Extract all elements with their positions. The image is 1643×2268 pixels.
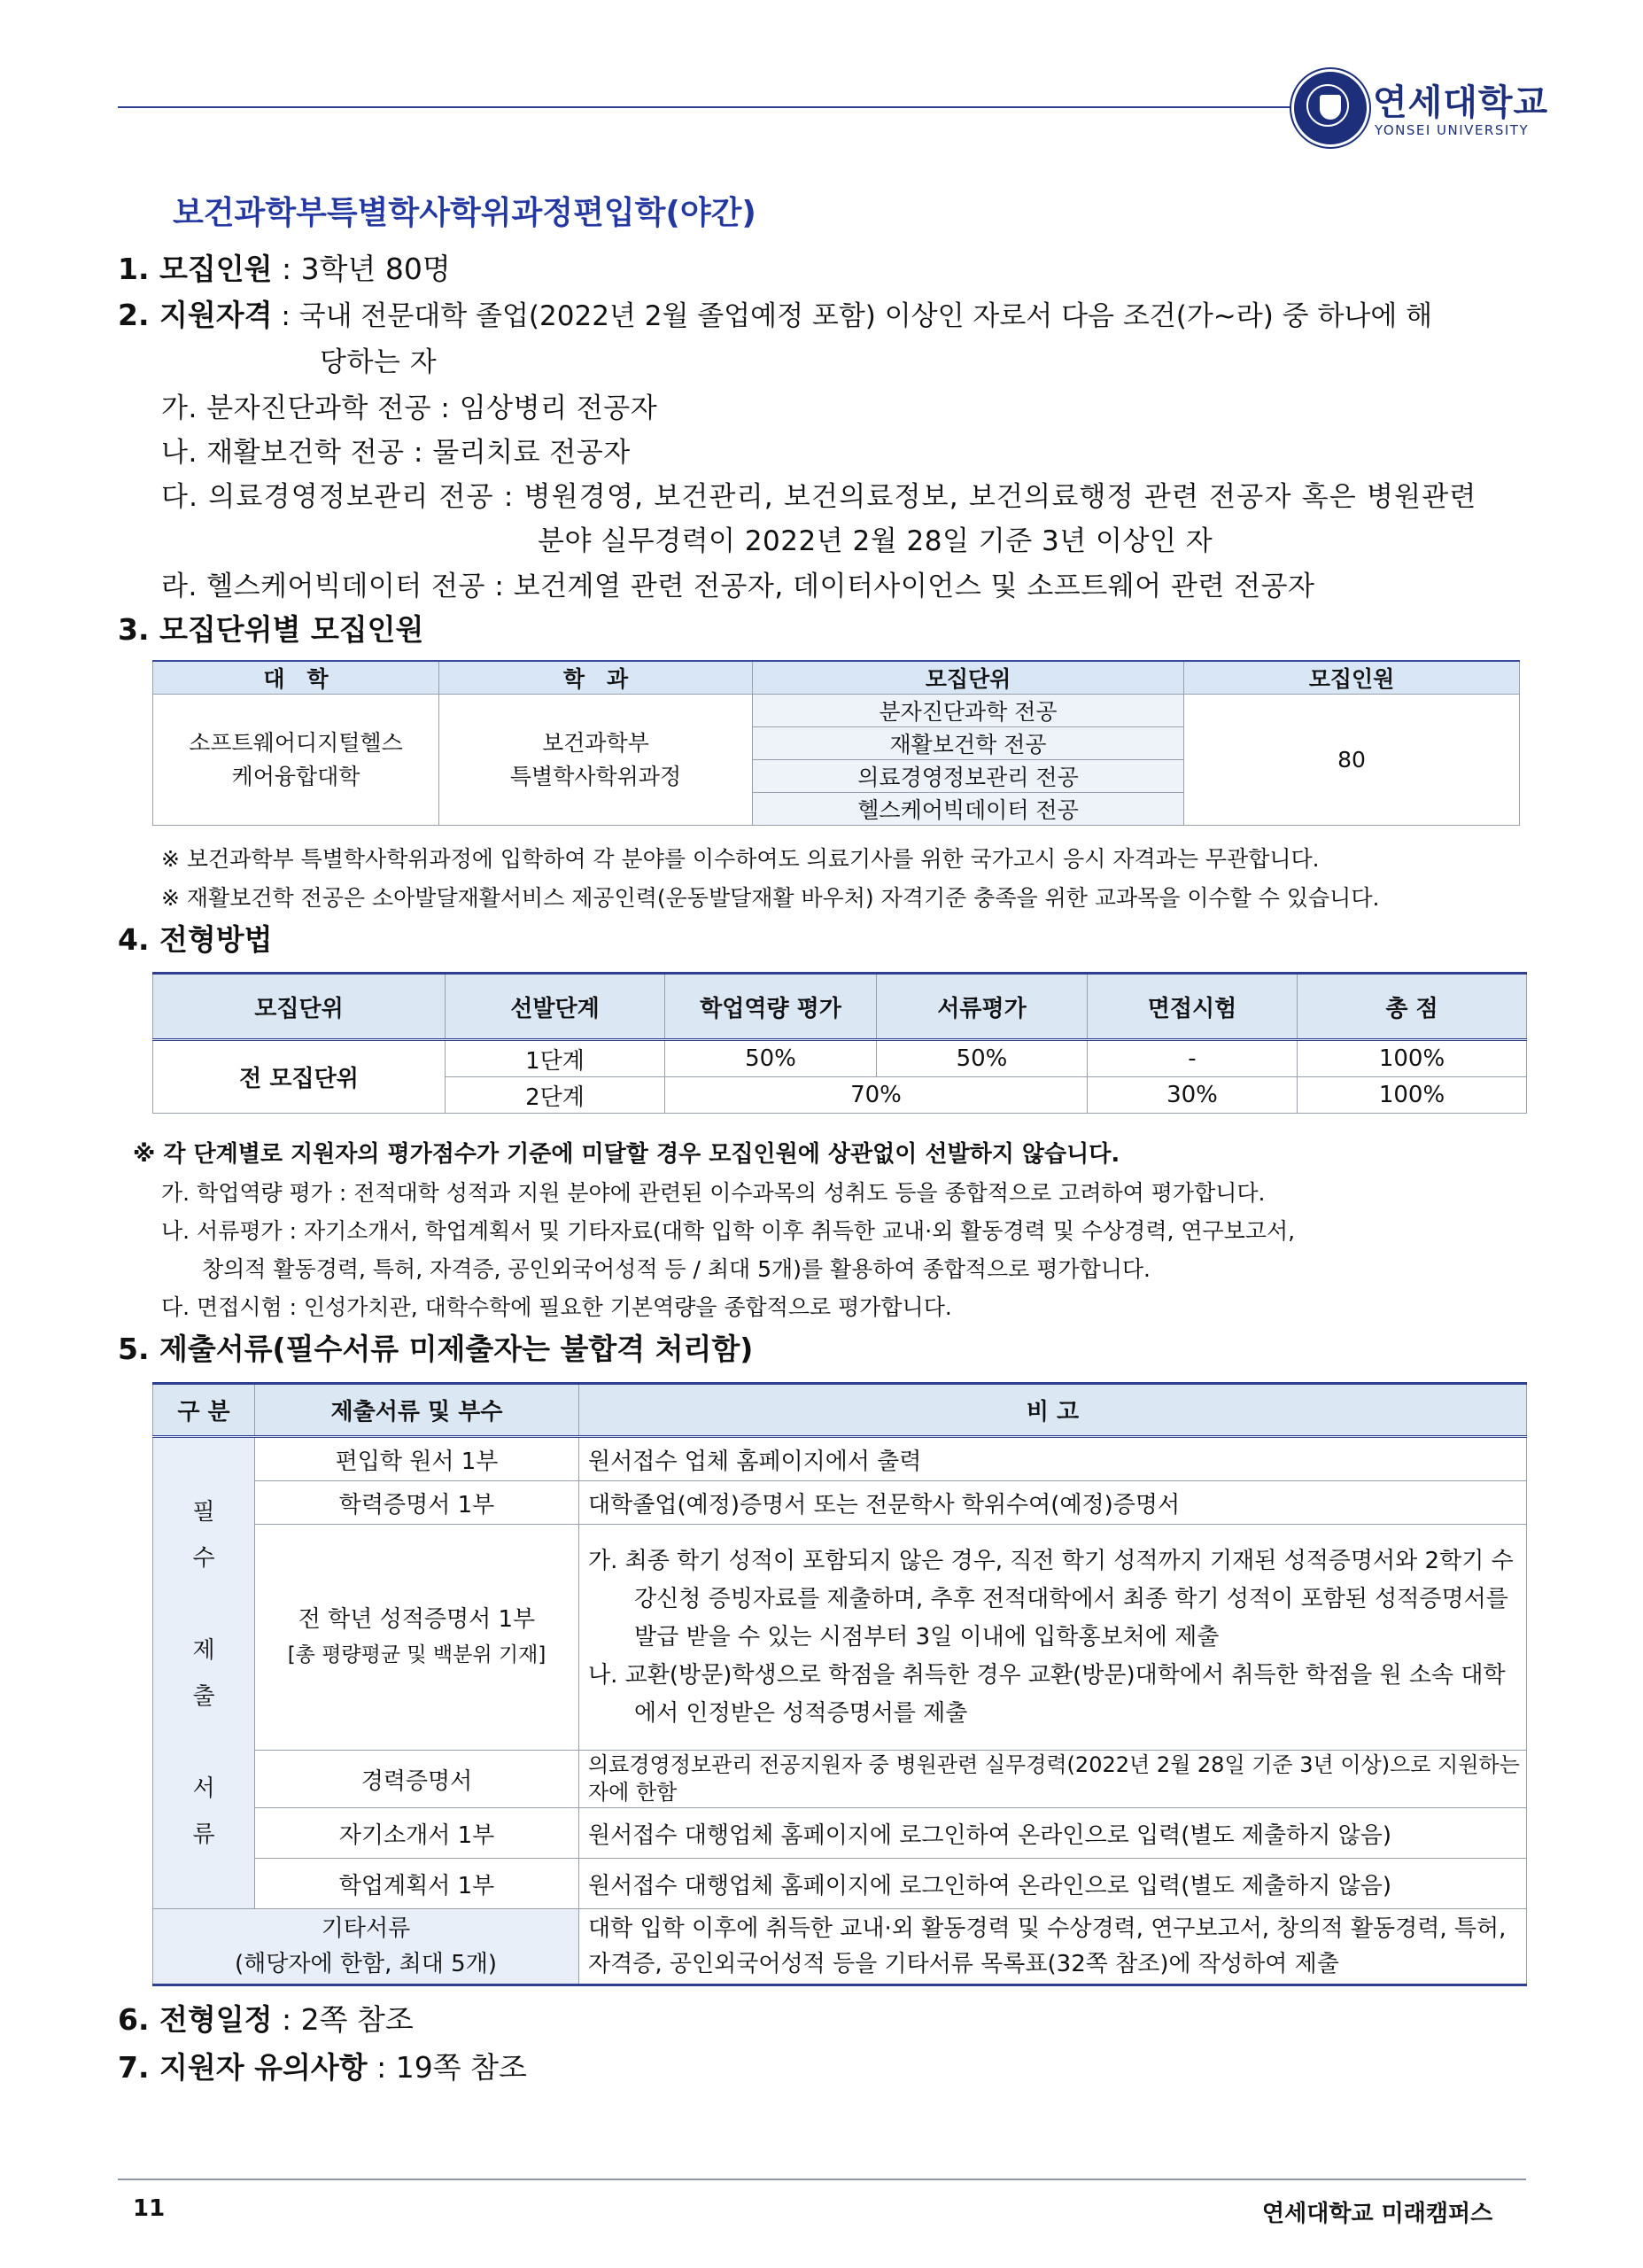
doc-name-cell: 자기소개서 1부 (255, 1808, 579, 1859)
table-header: 대 학 (153, 661, 439, 695)
section-5-label: 5. 제출서류(필수서류 미제출자는 불합격 처리함) (118, 1332, 754, 1366)
transcript-note: 가. 최종 학기 성적이 포함되지 않은 경우, 직전 학기 성적까지 기재된 성적증명서와 2학기 수강신청 증빙자료를 제출하며, 추후 전적대학에서 최종 학기 성적이 포함된 성적증명서를 발급 받을 수 있는 시점부터 3일 이내에 입학홍보처에 제출 (588, 1547, 1514, 1651)
quota-note: ※ 재활보건학 전공은 소아발달재활서비스 제공인력(운동발달재활 바우처) 자격기준 충족을 위한 교과목을 이수할 수 있습니다. (161, 885, 1380, 911)
unit-all-cell: 전 모집단위 (153, 1040, 446, 1114)
section-1-label: 1. 모집인원 (118, 252, 273, 286)
section-2-label: 2. 지원자격 (118, 298, 273, 332)
unit-cell: 재활보건학 전공 (753, 727, 1184, 760)
selection-table (152, 972, 1527, 1114)
section-2-line2: 당하는 자 (320, 346, 438, 378)
table-header: 모집인원 (1184, 661, 1520, 695)
doc-note-cell: 원서접수 대행업체 홈페이지에 로그인하여 온라인으로 입력(별도 제출하지 않음) (579, 1808, 1527, 1859)
doc-name-cell: 학업계획서 1부 (255, 1859, 579, 1909)
eligibility-item: 나. 재활보건학 전공 : 물리치료 전공자 (161, 437, 631, 469)
footer-campus: 연세대학교 미래캠퍼스 (1262, 2201, 1493, 2227)
score-cell: 100% (1298, 1040, 1527, 1077)
table-header: 서류평가 (877, 974, 1088, 1040)
quota-count-cell: 80 (1184, 695, 1520, 826)
header-rule (118, 106, 1291, 108)
table-header: 모집단위 (153, 974, 446, 1040)
doc-note-cell: 대학 입학 이후에 취득한 교내·외 활동경력 및 수상경력, 연구보고서, 창의적 활동경력, 특허, 자격증, 공인외국어성적 등을 기타서류 목록표(32쪽 참조)에 작성하여 제출 (579, 1909, 1527, 1985)
score-cell: 50% (665, 1040, 877, 1077)
doc-note-cell: 원서접수 대행업체 홈페이지에 로그인하여 온라인으로 입력(별도 제출하지 않음) (579, 1859, 1527, 1909)
eligibility-item: 분야 실무경력이 2022년 2월 28일 기준 3년 이상인 자 (538, 525, 1213, 557)
quota-note: ※ 보건과학부 특별학사학위과정에 입학하여 각 분야를 이수하여도 의료기사를 위한 국가고시 응시 자격과는 무관합니다. (161, 846, 1320, 872)
stage-cell: 2단계 (446, 1077, 665, 1114)
yonsei-seal-logo (1291, 69, 1369, 147)
doc-name-cell: 학력증명서 1부 (255, 1481, 579, 1525)
score-cell: 50% (877, 1040, 1088, 1077)
selection-warning: ※ 각 단계별로 지원자의 평가점수가 기준에 미달할 경우 모집인원에 상관없이 선발하지 않습니다. (133, 1141, 1120, 1168)
score-cell: 30% (1088, 1077, 1298, 1114)
doc-name-cell: 전 학년 성적증명서 1부 [총 평량평균 및 백분위 기재] (255, 1525, 579, 1751)
required-docs-category: 필 수 제 출 서 류 (153, 1437, 255, 1909)
section-2 (118, 292, 1432, 334)
transcript-notes-cell (579, 1525, 1527, 1751)
score-cell: 70% (665, 1077, 1088, 1114)
section-3-label: 3. 모집단위별 모집인원 (118, 612, 424, 647)
section-7-value: : 19쪽 참조 (367, 2050, 527, 2085)
table-header: 총 점 (1298, 974, 1527, 1040)
unit-cell: 분자진단과학 전공 (753, 695, 1184, 727)
section-7-label: 7. 지원자 유의사항 (118, 2050, 368, 2085)
eligibility-item: 다. 의료경영정보관리 전공 : 병원경영, 보건관리, 보건의료정보, 보건의료행정 관련 전공자 혹은 병원관련 (161, 481, 1477, 513)
table-header: 구 분 (153, 1384, 255, 1437)
doc-note-cell: 대학졸업(예정)증명서 또는 전문학사 학위수여(예정)증명서 (579, 1481, 1527, 1525)
selection-item: 창의적 활동경력, 특허, 자격증, 공인외국어성적 등 / 최대 5개)를 활용하여 종합적으로 평가합니다. (202, 1256, 1151, 1282)
section-7 (118, 2045, 527, 2086)
college-cell: 소프트웨어디지털헬스 케어융합대학 (153, 695, 439, 826)
selection-item: 가. 학업역량 평가 : 전적대학 성적과 지원 분야에 관련된 이수과목의 성취도 등을 종합적으로 고려하여 평가합니다. (161, 1180, 1266, 1206)
selection-item: 나. 서류평가 : 자기소개서, 학업계획서 및 기타자료(대학 입학 이후 취득한 교내·외 활동경력 및 수상경력, 연구보고서, (161, 1218, 1296, 1244)
section-4-label: 4. 전형방법 (118, 922, 273, 957)
other-docs-cell: 기타서류 (해당자에 한함, 최대 5개) (153, 1909, 579, 1985)
table-header: 면접시험 (1088, 974, 1298, 1040)
unit-cell: 헬스케어빅데이터 전공 (753, 793, 1184, 826)
section-1 (118, 246, 451, 288)
eligibility-item: 라. 헬스케어빅데이터 전공 : 보건계열 관련 전공자, 데이터사이언스 및 소프트웨어 관련 전공자 (161, 571, 1315, 602)
doc-name-cell: 편입학 원서 1부 (255, 1437, 579, 1481)
document-title: 보건과학부특별학사학위과정편입학(야간) (173, 195, 756, 231)
section-6-label: 6. 전형일정 (118, 2002, 273, 2037)
doc-note-cell: 원서접수 업체 홈페이지에서 출력 (579, 1437, 1527, 1481)
doc-name-cell: 경력증명서 (255, 1751, 579, 1808)
table-header: 학 과 (439, 661, 753, 695)
selection-item: 다. 면접시험 : 인성가치관, 대학수학에 필요한 기본역량을 종합적으로 평가합니다. (161, 1294, 952, 1320)
brand-name-ko: 연세대학교 (1373, 82, 1549, 123)
department-cell: 보건과학부 특별학사학위과정 (439, 695, 753, 826)
score-cell: - (1088, 1040, 1298, 1077)
table-header: 학업역량 평가 (665, 974, 877, 1040)
quota-table (152, 660, 1520, 826)
score-cell: 100% (1298, 1077, 1527, 1114)
table-header: 모집단위 (753, 661, 1184, 695)
section-2-line1: : 국내 전문대학 졸업(2022년 2월 졸업예정 포함) 이상인 자로서 다음 조건(가~라) 중 하나에 해 (272, 300, 1433, 332)
transcript-note: 나. 교환(방문)학생으로 학점을 취득한 경우 교환(방문)대학에서 취득한 학점을 원 소속 대학에서 인정받은 성적증명서를 제출 (588, 1661, 1506, 1727)
section-6 (118, 1997, 414, 2039)
footer-rule (118, 2179, 1526, 2180)
table-header: 선발단계 (446, 974, 665, 1040)
section-6-value: : 2쪽 참조 (272, 2002, 414, 2037)
doc-note-cell: 의료경영정보관리 전공지원자 중 병원관련 실무경력(2022년 2월 28일 기준 3년 이상)으로 지원하는 자에 한함 (579, 1751, 1527, 1808)
eligibility-item: 가. 분자진단과학 전공 : 임상병리 전공자 (161, 392, 658, 424)
section-1-value: : 3학년 80명 (272, 252, 451, 286)
documents-table (152, 1382, 1527, 1986)
table-header: 비 고 (579, 1384, 1527, 1437)
page-number: 11 (133, 2195, 166, 2222)
table-header: 제출서류 및 부수 (255, 1384, 579, 1437)
unit-cell: 의료경영정보관리 전공 (753, 760, 1184, 793)
brand-name-en: YONSEI UNIVERSITY (1375, 122, 1530, 138)
stage-cell: 1단계 (446, 1040, 665, 1077)
